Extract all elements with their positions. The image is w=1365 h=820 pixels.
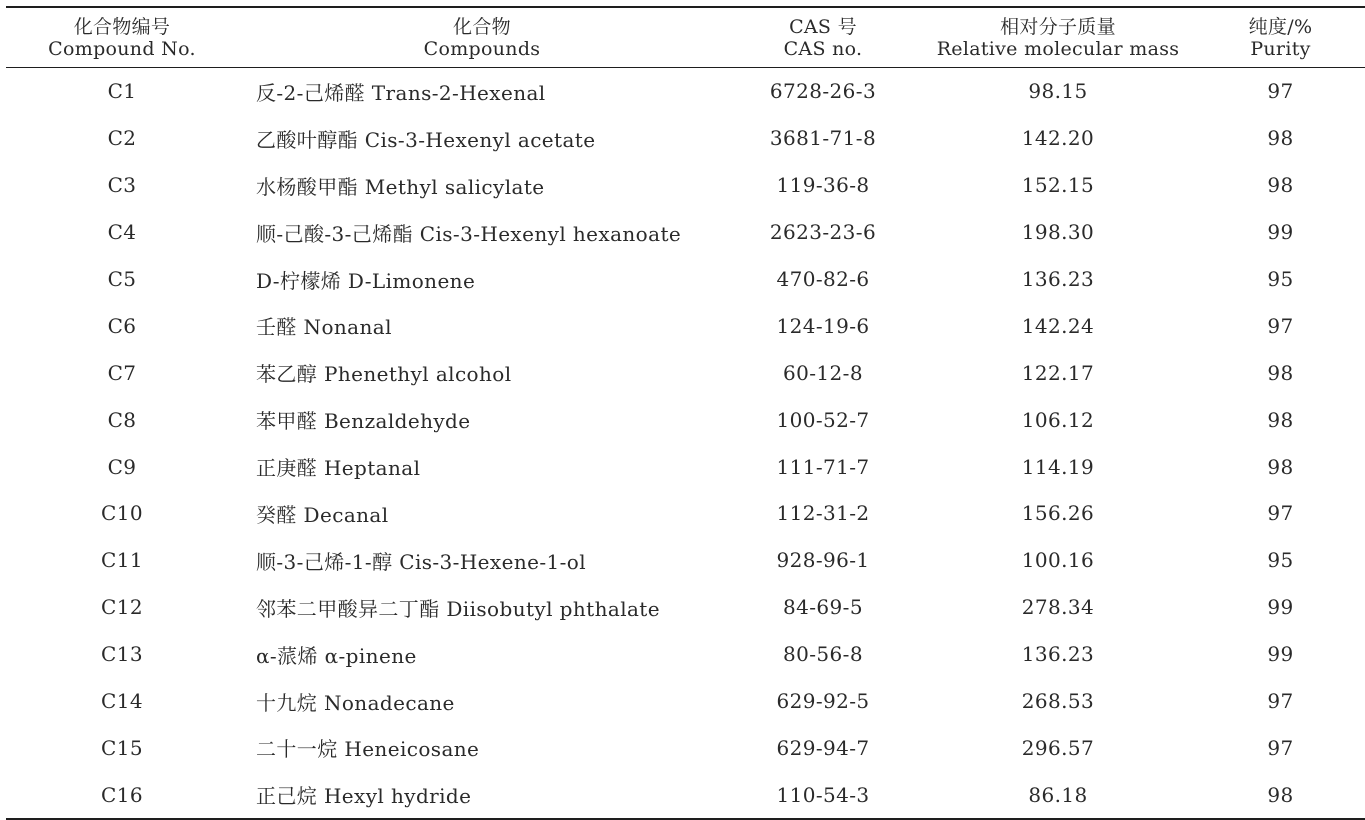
cell-compound-no: C3: [107, 173, 137, 198]
cell-purity: 97: [1267, 313, 1294, 338]
table-row: [6, 209, 1365, 256]
header-cas: [726, 7, 920, 68]
cell-molecular-mass: 122.17: [1021, 360, 1095, 385]
header-compound-no: [6, 7, 238, 68]
cell-cas-no: 629-94-7: [776, 735, 870, 760]
cell-compound-name: 壬醛 Nonanal: [256, 315, 392, 340]
cell-purity: 99: [1267, 595, 1294, 620]
header-molecular-mass-zh: 相对分子质量: [1000, 15, 1116, 38]
cell-molecular-mass: 142.24: [1021, 313, 1095, 338]
header-purity: [1196, 7, 1365, 68]
cell-purity: 97: [1267, 735, 1294, 760]
table-row: [6, 68, 1365, 115]
cell-purity: 98: [1267, 173, 1294, 198]
cell-compound-no: C5: [107, 267, 137, 291]
cell-molecular-mass: 156.26: [1021, 501, 1095, 526]
header-purity-en: Purity: [1250, 37, 1311, 60]
cell-cas-no: 60-12-8: [783, 360, 863, 385]
table-row: [6, 678, 1365, 725]
cell-compound-name: 十九烷 Nonadecane: [256, 690, 455, 715]
cell-compound-name: 顺-己酸-3-己烯酯 Cis-3-Hexenyl hexanoate: [256, 221, 682, 246]
header-compound-no-zh: 化合物编号: [73, 15, 171, 38]
header-row: [6, 7, 1365, 68]
cell-compound-name: 水杨酸甲酯 Methyl salicylate: [256, 174, 545, 199]
cell-purity: 97: [1267, 689, 1294, 714]
table-row: [6, 162, 1365, 209]
table-row: [6, 396, 1365, 443]
cell-molecular-mass: 296.57: [1021, 735, 1095, 760]
cell-purity: 98: [1267, 407, 1294, 432]
header-cas-zh: CAS 号: [789, 15, 857, 38]
table-row: [6, 349, 1365, 396]
compound-table-container: [6, 6, 1365, 820]
cell-molecular-mass: 106.12: [1021, 407, 1095, 432]
cell-compound-no: C7: [107, 360, 137, 385]
cell-compound-no: C2: [107, 126, 137, 151]
table-row: [6, 115, 1365, 162]
header-purity-zh: 纯度/%: [1248, 15, 1313, 38]
cell-molecular-mass: 86.18: [1028, 782, 1088, 807]
cell-compound-name: 正己烷 Hexyl hydride: [256, 784, 472, 809]
table-body: [6, 68, 1365, 820]
cell-molecular-mass: 114.19: [1021, 454, 1095, 479]
cell-compound-name: D-柠檬烯 D-Limonene: [256, 268, 476, 293]
cell-purity: 97: [1267, 79, 1294, 104]
cell-compound-name: 苯甲醛 Benzaldehyde: [256, 409, 471, 434]
cell-compound-no: C10: [101, 501, 143, 526]
table-row: [6, 724, 1365, 771]
table-row: [6, 490, 1365, 537]
cell-cas-no: 629-92-5: [776, 689, 870, 714]
cell-purity: 99: [1267, 220, 1294, 245]
cell-cas-no: 80-56-8: [783, 642, 863, 667]
cell-compound-no: C11: [101, 548, 143, 573]
cell-molecular-mass: 278.34: [1021, 595, 1095, 620]
cell-compound-name: 癸醛 Decanal: [256, 502, 389, 527]
cell-cas-no: 470-82-6: [776, 267, 870, 291]
cell-purity: 98: [1267, 454, 1294, 479]
cell-compound-no: C9: [107, 454, 137, 479]
table-header: [6, 7, 1365, 68]
cell-molecular-mass: 100.16: [1021, 548, 1095, 573]
table-row: [6, 771, 1365, 819]
cell-molecular-mass: 142.20: [1021, 126, 1095, 151]
cell-compound-no: C15: [101, 735, 143, 760]
table-row: [6, 302, 1365, 349]
header-molecular-mass: [920, 7, 1196, 68]
cell-purity: 95: [1267, 548, 1294, 573]
cell-compound-no: C4: [107, 220, 137, 245]
cell-cas-no: 111-71-7: [776, 454, 870, 479]
cell-compound-no: C1: [107, 79, 137, 104]
compound-table: [6, 6, 1365, 820]
header-compounds-zh: 化合物: [453, 15, 511, 38]
cell-compound-name: 顺-3-己烯-1-醇 Cis-3-Hexene-1-ol: [256, 549, 587, 574]
table-row: [6, 443, 1365, 490]
header-cas-en: CAS no.: [783, 37, 863, 60]
header-molecular-mass-en: Relative molecular mass: [936, 37, 1180, 60]
table-row: [6, 584, 1365, 631]
cell-molecular-mass: 152.15: [1021, 173, 1095, 198]
cell-cas-no: 2623-23-6: [769, 220, 877, 245]
cell-molecular-mass: 136.23: [1021, 642, 1095, 667]
cell-molecular-mass: 198.30: [1021, 220, 1095, 245]
cell-compound-name: 邻苯二甲酸异二丁酯 Diisobutyl phthalate: [256, 596, 660, 621]
cell-compound-name: 乙酸叶醇酯 Cis-3-Hexenyl acetate: [256, 127, 596, 152]
cell-compound-no: C14: [101, 689, 143, 714]
cell-compound-name: 苯乙醇 Phenethyl alcohol: [256, 362, 512, 387]
cell-purity: 98: [1267, 360, 1294, 385]
cell-compound-name: α-蒎烯 α-pinene: [256, 643, 417, 668]
table-row: [6, 537, 1365, 584]
table-row: [6, 256, 1365, 303]
cell-compound-no: C8: [107, 407, 137, 432]
cell-cas-no: 3681-71-8: [769, 126, 877, 151]
cell-cas-no: 119-36-8: [776, 173, 870, 198]
cell-purity: 95: [1267, 267, 1294, 291]
cell-cas-no: 84-69-5: [783, 595, 863, 620]
cell-compound-no: C12: [101, 595, 143, 620]
cell-molecular-mass: 136.23: [1021, 267, 1095, 291]
table-row: [6, 631, 1365, 678]
cell-cas-no: 110-54-3: [776, 782, 870, 807]
cell-compound-name: 二十一烷 Heneicosane: [256, 737, 480, 762]
cell-purity: 99: [1267, 642, 1294, 667]
cell-purity: 97: [1267, 501, 1294, 526]
cell-molecular-mass: 268.53: [1021, 689, 1095, 714]
header-compound-no-en: Compound No.: [48, 37, 196, 60]
cell-cas-no: 6728-26-3: [769, 79, 877, 104]
cell-compound-no: C16: [101, 782, 143, 807]
header-compounds-en: Compounds: [423, 37, 541, 60]
cell-purity: 98: [1267, 782, 1294, 807]
cell-molecular-mass: 98.15: [1028, 79, 1088, 104]
header-compounds: [238, 7, 726, 68]
cell-compound-name: 正庚醛 Heptanal: [256, 456, 421, 481]
cell-cas-no: 100-52-7: [776, 407, 870, 432]
cell-cas-no: 928-96-1: [776, 548, 870, 573]
cell-cas-no: 124-19-6: [776, 313, 870, 338]
cell-compound-name: 反-2-己烯醛 Trans-2-Hexenal: [256, 80, 546, 105]
cell-cas-no: 112-31-2: [776, 501, 870, 526]
cell-compound-no: C6: [107, 313, 137, 338]
cell-compound-no: C13: [101, 642, 143, 667]
cell-purity: 98: [1267, 126, 1294, 151]
